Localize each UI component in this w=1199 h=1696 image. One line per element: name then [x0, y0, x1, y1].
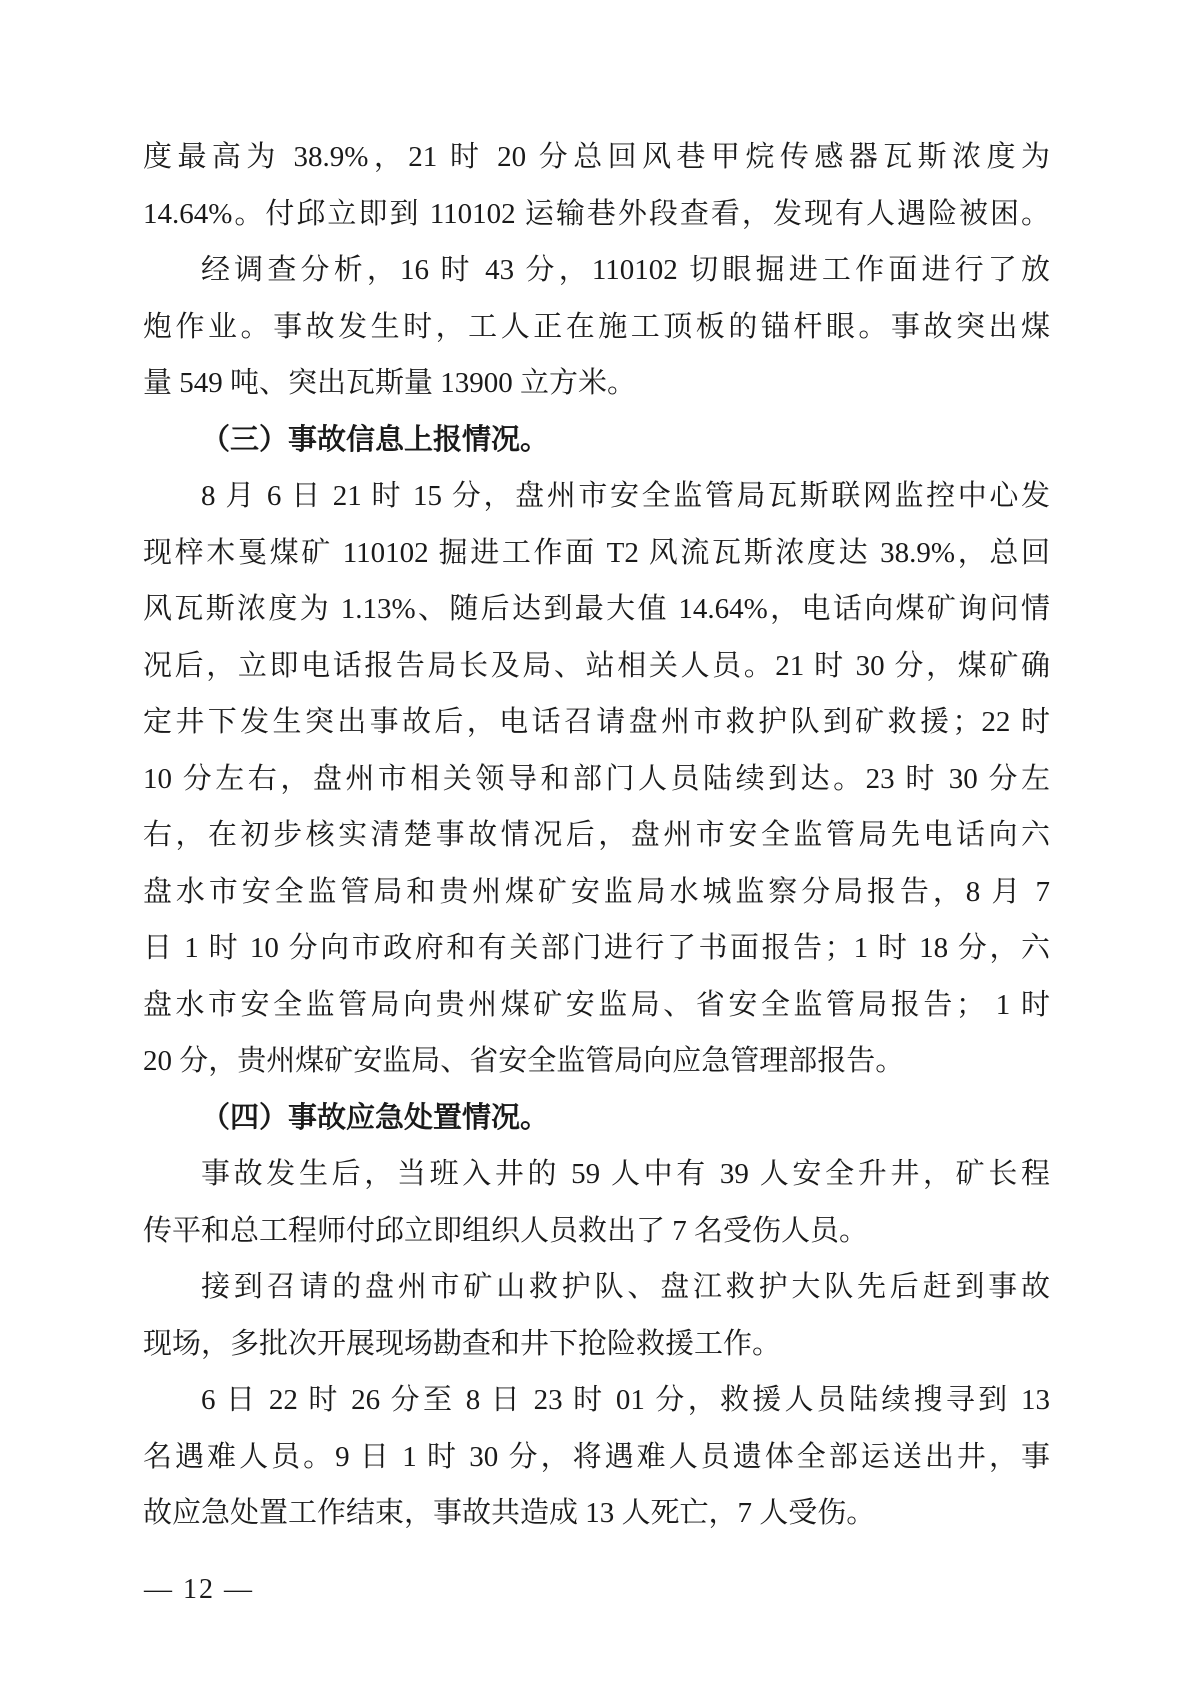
text-line: 右，在初步核实清楚事故情况后，盘州市安全监管局先电话向六 — [143, 819, 1050, 851]
text-line: 日 1 时 10 分向市政府和有关部门进行了书面报告；1 时 18 分，六 — [143, 932, 1050, 964]
text-line: 6 日 22 时 26 分至 8 日 23 时 01 分，救援人员陆续搜寻到 13 — [201, 1384, 1050, 1416]
text-line: 定井下发生突出事故后，电话召请盘州市救护队到矿救援；22 时 — [143, 706, 1050, 738]
text-line: 盘水市安全监管局和贵州煤矿安监局水城监察分局报告，8 月 7 — [143, 875, 1050, 908]
text-line: 炮作业。事故发生时，工人正在施工顶板的锚杆眼。事故突出煤 — [143, 310, 1050, 343]
text-line: 量 549 吨、突出瓦斯量 13900 立方米。 — [143, 367, 637, 399]
text-line: 现梓木戛煤矿 110102 掘进工作面 T2 风流瓦斯浓度达 38.9%，总回 — [143, 536, 1050, 569]
text-block — [143, 129, 1050, 1542]
text-line: 现场，多批次开展现场勘查和井下抢险救援工作。 — [143, 1327, 782, 1360]
page-number: — 12 — — [144, 1574, 254, 1605]
text-line: 8 月 6 日 21 时 15 分，盘州市安全监管局瓦斯联网监控中心发 — [201, 480, 1050, 512]
text-line: 盘水市安全监管局向贵州煤矿安监局、省安全监管局报告； 1 时 — [143, 988, 1050, 1021]
text-line: 10 分左右，盘州市相关领导和部门人员陆续到达。23 时 30 分左 — [143, 762, 1050, 795]
text-line: 名遇难人员。9 日 1 时 30 分，将遇难人员遗体全部运送出井，事 — [143, 1440, 1050, 1473]
text-line: 20 分，贵州煤矿安监局、省安全监管局向应急管理部报告。 — [143, 1045, 905, 1077]
text-line: 事故发生后，当班入井的 59 人中有 39 人安全升井，矿长程 — [201, 1158, 1050, 1190]
text-line: 风瓦斯浓度为 1.13%、随后达到最大值 14.64%，电话向煤矿询问情 — [143, 593, 1050, 625]
text-line: 度最高为 38.9%，21 时 20 分总回风巷甲烷传感器瓦斯浓度为 — [143, 141, 1050, 173]
section-heading: （四）事故应急处置情况。 — [201, 1101, 550, 1134]
text-line: 传平和总工程师付邱立即组织人员救出了 7 名受伤人员。 — [143, 1214, 869, 1247]
text-line: 经调查分析，16 时 43 分，110102 切眼掘进工作面进行了放 — [201, 254, 1050, 286]
text-line: 14.64%。付邱立即到 110102 运输巷外段查看，发现有人遇险被困。 — [143, 197, 1050, 230]
text-line: 故应急处置工作结束，事故共造成 13 人死亡，7 人受伤。 — [143, 1497, 876, 1529]
section-heading: （三）事故信息上报情况。 — [201, 423, 550, 456]
text-line: 接到召请的盘州市矿山救护队、盘江救护大队先后赶到事故 — [201, 1271, 1050, 1303]
text-line: 况后，立即电话报告局长及局、站相关人员。21 时 30 分，煤矿确 — [143, 649, 1050, 682]
